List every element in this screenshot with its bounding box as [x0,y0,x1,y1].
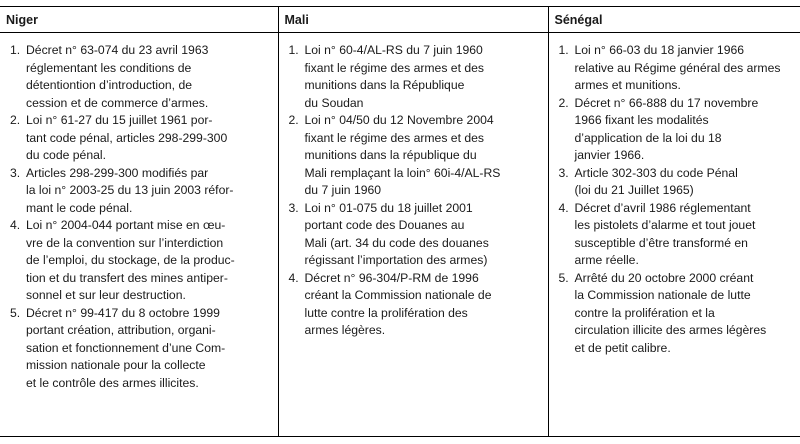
item-text-line: Mali (art. 34 du code des douanes [304,235,489,250]
list-item [285,112,544,200]
column-header-mali: Mali [278,7,548,33]
item-text-line: vre de la convention sur l’interdiction [26,235,224,250]
item-text-line: du Soudan [304,95,364,110]
column-cell-senegal [548,33,800,437]
item-number: 3. [10,165,21,180]
list-item [555,95,797,165]
column-cell-niger [0,33,278,437]
item-text-line: portant création, attribution, organi- [26,323,216,337]
item-text-line: Décret n° 63-074 du 23 avril 1963 [26,43,209,57]
item-text-line: et le contrôle des armes illicites. [26,375,199,390]
item-number: 5. [558,270,569,285]
item-text-line: portant code des Douanes au [304,218,465,232]
item-text-line: susceptible d’être transformé en [574,235,748,250]
item-text-line: créant la Commission nationale de [304,288,492,302]
item-text-line: Décret n° 99-417 du 8 octobre 1999 [26,305,220,320]
item-text-line: régissant l’importation des armes) [304,253,488,267]
item-text-line: d’application de la loi du 18 [574,130,722,145]
list-item [285,270,544,340]
item-text-line: Loi n° 60-4/AL-RS du 7 juin 1960 [304,43,483,57]
item-text-line: 1966 fixant les modalités [574,113,709,127]
item-number: 4. [10,218,21,232]
legislation-table [0,6,800,437]
item-text-line: armes et munitions. [574,78,681,92]
item-text-line: sonnel et sur leur destruction. [26,288,186,302]
list-item [6,42,274,112]
column-header-senegal: Sénégal [548,7,800,33]
item-text-line: (loi du 21 Juillet 1965) [574,183,694,197]
content-row [0,33,800,437]
column-cell-mali [278,33,548,437]
item-text-line: relative au Régime général des armes [574,60,781,75]
item-text-line: Arrêté du 20 octobre 2000 créant [574,270,754,285]
item-text-line: du code pénal. [26,148,106,162]
list-item [6,217,274,305]
item-text-line: et de petit calibre. [574,340,671,355]
item-text-line: tion et du transfert des mines antiper- [26,270,228,285]
item-text-line: lutte contre la prolifération des [304,305,468,320]
list-item [555,200,797,270]
column-header-niger: Niger [0,7,278,33]
list-item [6,305,274,393]
item-text-line: Loi n° 61-27 du 15 juillet 1961 por- [26,113,213,127]
header-row [0,7,800,33]
item-text-line: Loi n° 2004-044 portant mise en œu- [26,218,226,232]
item-number: 2. [10,113,21,127]
item-text-line: munitions dans la République [304,78,465,92]
item-number: 3. [558,165,569,180]
item-text-line: Décret d’avril 1986 réglementant [574,200,751,215]
item-text-line: janvier 1966. [574,148,645,162]
item-number: 4. [288,270,299,285]
item-number: 2. [288,113,299,127]
item-text-line: Mali remplaçant la loin° 60i-4/AL-RS [304,165,501,180]
list-item [555,42,797,95]
item-text-line: Article 302-303 du code Pénal [574,165,738,180]
law-list-mali [283,42,544,340]
item-text-line: Loi n° 04/50 du 12 Novembre 2004 [304,113,494,127]
item-text-line: détentiontion d’introduction, de [26,78,193,92]
item-text-line: Décret n° 66-888 du 17 novembre [574,95,759,110]
list-item [555,270,797,358]
item-number: 1. [558,43,569,57]
item-text-line: de l’emploi, du stockage, de la produc- [26,253,235,267]
item-text-line: Articles 298-299-300 modifiés par [26,165,209,180]
item-number: 5. [10,305,21,320]
item-text-line: Loi n° 01-075 du 18 juillet 2001 [304,200,473,215]
list-item [555,165,797,200]
item-text-line: Décret n° 96-304/P-RM de 1996 [304,270,479,285]
item-text-line: circulation illicite des armes légères [574,323,767,337]
item-text-line: la loi n° 2003-25 du 13 juin 2003 réfor- [26,183,234,197]
list-item [285,200,544,270]
item-text-line: fixant le régime des armes et des [304,60,485,75]
item-number: 3. [288,200,299,215]
item-text-line: tant code pénal, articles 298-299-300 [26,130,228,145]
item-text-line: les pistolets d’alarme et tout jouet [574,218,756,232]
item-text-line: arme réelle. [574,253,639,267]
item-text-line: armes légères. [304,323,386,337]
item-text-line: munitions dans la république du [304,148,477,162]
item-text-line: du 7 juin 1960 [304,183,382,197]
item-number: 4. [558,200,569,215]
item-text-line: Loi n° 66-03 du 18 janvier 1966 [574,43,745,57]
law-list-niger [4,42,274,392]
item-text-line: réglementant les conditions de [26,60,192,75]
item-text-line: fixant le régime des armes et des [304,130,485,145]
item-text-line: mant le code pénal. [26,200,133,215]
item-text-line: cession et de commerce d’armes. [26,95,209,110]
item-text-line: sation et fonctionnement d’une Com- [26,340,226,355]
list-item [6,112,274,165]
law-list-senegal [553,42,797,357]
item-number: 1. [288,43,299,57]
item-number: 2. [558,95,569,110]
item-text-line: la Commission nationale de lutte [574,288,751,302]
item-text-line: mission nationale pour la collecte [26,358,206,372]
item-text-line: contre la prolifération et la [574,305,715,320]
list-item [6,165,274,218]
item-number: 1. [10,43,21,57]
list-item [285,42,544,112]
